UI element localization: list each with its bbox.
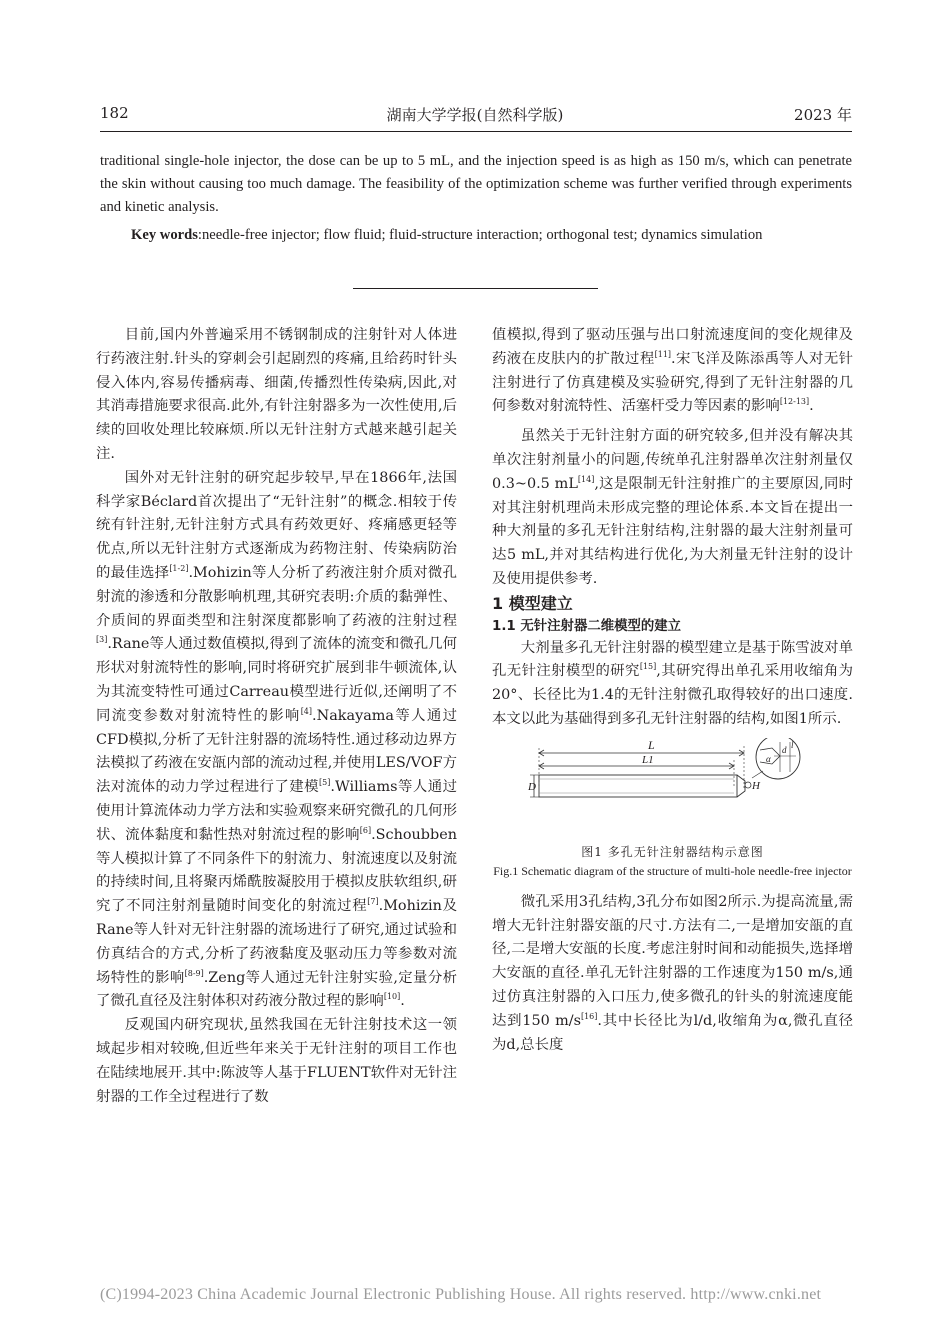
injector-diagram [492,738,853,841]
keywords [131,227,762,244]
citation[interactable]: [4] [300,706,313,716]
citation[interactable]: [5] [319,778,331,788]
label-d: d [782,744,787,755]
paragraph-intro: 目前,国内外普遍采用不锈钢制成的注射针对人体进行药液注射.针头的穿刺会引起剧烈的疼痛,且给药时针头侵入体内,容易传播病毒、细菌,传播烈性传染病,因此,对其消毒措施要求很高.此外,有针注射器多为一次性使用,后续的回收处理比较麻烦.所以无针注射方式越来越引起关注. [96,327,457,462]
paragraph-continued: 值模拟,得到了驱动压强与出口射流速度间的变化规律及药液在皮肤内的扩散过程[11].宋飞洋及陈添禹等人对无针注射进行了仿真建模及实验研究,得到了无针注射器的几何参数对射流特性、活塞杆受力等因素的影响[12-13]. [492,327,853,415]
citation[interactable]: [8-9] [184,968,204,978]
citation[interactable]: [3] [96,635,108,645]
label-D: D [528,780,536,793]
label-l: l [791,739,794,750]
figure-1-caption-en: Fig.1 Schematic diagram of the structure of multi-hole needle-free injector [493,863,852,878]
label-H: H [752,779,760,792]
section-heading-1-1: 1.1 无针注射器二维模型的建立 [492,618,682,634]
figure-1 [492,738,853,841]
ampoule-body [539,775,737,797]
citation[interactable]: [12-13] [779,397,810,407]
left-column [96,324,457,1109]
copyright-footer: (C)1994-2023 China Academic Journal Electronic Publishing House. All rights reserved. http://www.cnki.net [100,1286,822,1303]
keywords-label: Key words [131,227,198,243]
abstract-paragraph: traditional single-hole injector, the dose can be up to 5 mL, and the injection speed is as high as 150 m/s, which can penetrate the skin without causing too much damage. The feasibility of the optimization scheme was further verified through experiments and kinetic analysis. [100,153,852,215]
journal-title: 湖南大学学报(自然科学版) [386,106,564,124]
citation[interactable]: [10] [383,992,401,1002]
citation[interactable]: [6] [359,825,372,835]
header-rule [100,131,852,132]
figure-1-caption-cn: 图1 多孔无针注射器结构示意图 [581,844,764,859]
page-number: 182 [100,104,129,122]
right-column [492,324,853,1057]
paragraph-model: 大剂量多孔无针注射器的模型建立是基于陈雪波对单孔无针注射模型的研究[15],其研究得出单孔采用收缩角为20°、长径比为1.4的无针注射微孔取得较好的出口速度.本文以此为基础得到多孔无针注射器的结构,如图1所示. [492,639,853,727]
citation[interactable]: [11] [654,349,672,359]
label-L1: L1 [642,753,654,766]
citation[interactable]: [7] [367,897,379,907]
label-L: L [648,737,655,752]
abstract-separator [353,288,598,289]
paragraph-problem-statement: 虽然关于无针注射方面的研究较多,但并没有解决其单次注射剂量小的问题,传统单孔注射器单次注射剂量仅0.3~0.5 mL[14],这是限制无针注射推广的主要原因,同时对其注射机理尚未形成完整的理论体系.本文旨在提出一种大剂量的多孔无针注射结构,注射器的最大注射剂量可达5 mL,并对其结构进行优化,为大剂量无针注射的设计及使用提供参考. [492,428,854,587]
section-heading-1: 1 模型建立 [492,593,573,613]
citation[interactable]: [1-2] [169,563,189,573]
journal-year: 2023 年 [794,106,852,124]
paragraph-foreign-research: 国外对无针注射的研究起步较早,早在1866年,法国科学家Béclard首次提出了“无针注射”的概念.相较于传统有针注射,无针注射方式具有药效更好、疼痛感更轻等优点,所以无针注射方式逐渐成为药物注射、传染病防治的最佳选择[1-2].Mohizin等人分析了药液注射介质对微孔射流的渗透和分散影响机理,其研究表明:介质的黏弹性、介质间的界面类型和注射深度都影响了药液的注射过程[3].Rane等人通过数值模拟,得到了流体的流变和微孔几何形状对射流特性的影响,同时将研究扩展到非牛顿流体,认为其流变特性可通过Carreau模型进行近似,还阐明了不同流变参数对射流特性的影响[4].Nakayama等人通过CFD模拟,分析了无针注射器的流场特性.通过移动边界方法模拟了药液在安瓿内部的流动过程,并使用LES/VOF方法对流体的动力学过程进行了建模[5].Williams等人通过使用计算流体动力学方法和实验观察来研究微孔的几何形状、流体黏度和黏性热对射流过程的影响[6].Schoubben等人模拟计算了不同条件下的射流力、射流速度以及射流的持续时间,且将聚丙烯酰胺凝胶用于模拟皮肤软组织,研究了不同注射剂量随时间变化的射流过程[7].Mohizin及Rane等人针对无针注射器的流场进行了研究,通过试验和仿真结合的方式,分析了药液黏度及驱动压力等参数对流场特性的影响[8-9].Zeng等人通过无针注射实验,定量分析了微孔直径及注射体积对药液分散过程的影响[10]. [96,469,457,1010]
paragraph-micro-holes: 微孔采用3孔结构,3孔分布如图2所示.为提高流量,需增大无针注射器安瓿的尺寸.方法有二,一是增加安瓿的直径,二是增大安瓿的长度.考虑注射时间和动能损失,选择增大安瓿的直径.单孔无针注射器的工作速度为150 m/s,通过仿真注射器的入口压力,使多微孔的针头的射流速度能达到150 m/s[16].其中长径比为l/d,收缩角为α,微孔直径为d,总长度 [492,893,854,1053]
keywords-text: :needle-free injector; flow fluid; fluid-structure interaction; orthogonal test; dynamics simulation [197,227,763,243]
citation[interactable]: [16] [580,1011,598,1021]
citation[interactable]: [15] [639,662,657,672]
citation[interactable]: [14] [577,474,595,484]
label-alpha: α [766,753,771,764]
paragraph-domestic-research: 反观国内研究现状,虽然我国在无针注射技术这一领域起步相对较晚,但近些年来关于无针注射的项目工作也在陆续地展开.其中:陈波等人基于FLUENT软件对无针注射器的工作全过程进行了数 [96,1017,457,1105]
abstract-text [100,150,852,219]
